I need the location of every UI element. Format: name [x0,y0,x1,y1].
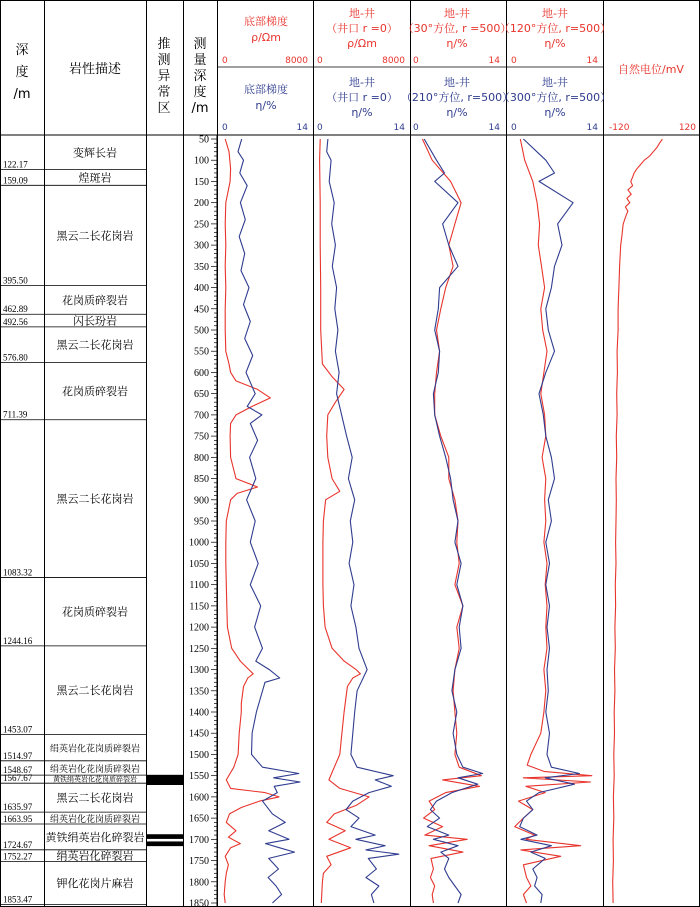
lithology-label: 变辉长岩 [73,146,117,160]
depth-tick-label: 250 [194,219,209,231]
depth-tick-label: 1450 [189,728,209,740]
track4-top-subtitle: （120°方位, r=500） [498,22,612,35]
lithology-label: 黑云二长花岗岩 [56,492,134,506]
track2-bottom-min: 0 [317,123,323,133]
boundary-depth-label: 159.09 [3,175,28,186]
lithology-label: 绢英岩化花岗质碎裂岩 [49,764,141,775]
depth-tick-label: 1750 [189,856,209,868]
track4-bottom-min: 0 [511,123,517,133]
track2-top-unit: ρ/Ωm [347,37,377,50]
lithology-header: 岩性描述 [68,62,122,77]
lithology-label: 绢英岩化碎裂岩 [56,849,134,863]
lithology-label: 黑云二长花岗岩 [56,791,134,805]
depth-tick-label: 650 [194,389,209,401]
anomaly-header-char-5: 区 [157,101,171,116]
depth-tick-label: 1150 [189,601,209,613]
depth-tick-label: 1250 [189,643,209,655]
lithology-label: 煌斑岩 [78,171,112,185]
track3-top-title: 地-井 [444,7,470,20]
track1-bottom-unit: η/% [255,99,277,112]
lithology-column [0,145,146,904]
track1-top-unit: ρ/Ωm [251,31,281,44]
boundary-depth-label: 576.80 [3,352,28,363]
lithology-label: 绢英岩化花岗质碎裂岩 [49,744,141,755]
track4-blue-curve [520,139,580,903]
track1-bottom-min: 0 [222,123,228,133]
measured-depth-header-char-2: 量 [193,53,207,68]
track1-bottom-title: 底部梯度 [244,83,288,96]
lithology-label: 花岗质碎裂岩 [62,605,128,619]
measured-depth-header-char-4: 度 [193,85,207,100]
depth-tick-label: 750 [194,431,209,443]
track4-bottom-max: 14 [586,123,598,133]
anomaly-header-char-1: 推 [157,37,171,52]
depth-tick-label: 50 [199,134,209,146]
track2-top-subtitle: （井口 r =0） [326,22,398,35]
boundary-depth-label: 462.89 [3,304,28,315]
boundary-depth-label: 1635.97 [3,802,33,813]
track1-bottom-max: 14 [296,123,308,133]
track2-top-title: 地-井 [349,7,375,20]
track2-header [317,6,405,133]
depth-tick-label: 100 [194,155,209,167]
depth-tick-label: 800 [194,452,209,464]
depth-tick-label: 1500 [189,749,209,761]
measured-depth-header-char-5: /m [191,101,209,116]
track5-max: 120 [678,123,696,133]
boundary-depth-label: 1453.07 [3,724,33,735]
track3-bottom-min: 0 [413,123,419,133]
depth-tick-label: 1550 [189,771,209,783]
track3-bottom-max: 14 [488,123,500,133]
boundary-depth-label: 1244.16 [3,635,33,646]
track4-bottom-unit: η/% [544,106,566,119]
depth-tick-label: 300 [194,240,209,252]
log-curves [224,139,662,903]
depth-tick-label: 1100 [189,580,209,592]
anomaly-header [157,36,170,116]
track1-blue-curve [238,139,300,903]
boundary-depth-label: 1514.97 [3,750,33,761]
boundary-depth-label: 492.56 [3,316,28,327]
track3-top-unit: η/% [446,37,468,50]
track4-header [499,6,611,133]
track1-top-title: 底部梯度 [244,15,288,28]
depth-header [13,43,30,102]
depth-tick-label: 550 [194,346,209,358]
lithology-label: 绢英岩化花岗质碎裂岩 [49,815,141,826]
lithology-label: 黄铁绢英岩化花岗质碎裂岩 [53,775,137,784]
boundary-depth-label: 1083.32 [3,567,33,578]
track3-top-min: 0 [413,56,419,66]
depth-tick-label: 850 [194,474,209,486]
anomaly-header-char-4: 常 [157,85,171,100]
track3-top-subtitle: （30°方位, r =500） [402,22,512,35]
depth-tick-label: 1350 [189,686,209,698]
depth-tick-label: 150 [194,176,209,188]
depth-tick-label: 1600 [189,792,209,804]
track5-min: -120 [609,123,630,133]
anomaly-zone [146,775,183,785]
track4-bottom-title: 地-井 [542,76,568,89]
track3-red-curve [422,139,481,903]
track3-top-max: 14 [488,56,500,66]
track5-header [609,62,696,133]
track3-blue-curve [424,139,482,903]
track2-bottom-title: 地-井 [349,76,375,89]
track4-red-curve [515,139,592,903]
track3-bottom-subtitle: （210°方位, r=500） [400,91,514,104]
track4-top-max: 14 [586,56,598,66]
depth-tick-label: 1000 [189,537,209,549]
lithology-label: 黄铁绢英岩化碎裂岩 [45,830,145,844]
boundary-depth-label: 122.17 [3,159,28,170]
lithology-label: 黑云二长花岗岩 [56,684,134,698]
track4-top-min: 0 [511,56,517,66]
anomaly-zone [146,841,183,846]
track2-bottom-max: 14 [393,123,405,133]
track1-top-max: 8000 [285,56,308,66]
track2-blue-curve [327,139,399,903]
depth-tick-label: 450 [194,304,209,316]
boundary-depth-label: 1663.95 [3,814,33,825]
depth-header-line-3: /m [13,87,31,102]
measured-depth-header-char-3: 深 [193,69,207,84]
lithology-label: 钾化花岗片麻岩 [56,876,134,890]
track2-bottom-unit: η/% [351,106,373,119]
track1-red-curve [224,139,279,903]
lithology-label: 闪长玢岩 [73,314,117,328]
anomaly-column [146,775,183,846]
anomaly-header-char-3: 异 [157,69,171,84]
depth-tick-label: 950 [194,516,209,528]
measured-depth-header [191,37,208,116]
boundary-depth-label: 1724.67 [3,839,33,850]
depth-tick-label: 1050 [189,558,209,570]
track3-header [401,6,513,133]
depth-scale [189,135,217,907]
track1-header [222,14,308,133]
track1-top-min: 0 [222,56,228,66]
depth-tick-label: 700 [194,410,209,422]
measured-depth-header-char-1: 测 [193,37,207,52]
depth-tick-label: 1200 [189,622,209,634]
depth-header-line-1: 深 [15,43,29,58]
depth-tick-label: 500 [194,325,209,337]
boundary-depth-label: 711.39 [3,409,28,420]
anomaly-header-char-2: 测 [157,53,171,68]
lithology-label: 黑云二长花岗岩 [56,229,134,243]
track2-top-max: 8000 [382,56,405,66]
depth-tick-label: 350 [194,261,209,273]
depth-tick-label: 600 [194,367,209,379]
depth-tick-label: 1650 [189,813,209,825]
depth-tick-label: 1800 [189,877,209,889]
track4-top-title: 地-井 [542,7,568,20]
track4-bottom-subtitle: （300°方位, r=500） [498,91,612,104]
depth-tick-label: 1300 [189,665,209,677]
depth-tick-label: 200 [194,198,209,210]
boundary-depth-label: 1567.67 [3,773,33,784]
boundary-depth-label: 1853.47 [3,894,33,905]
track2-red-curve [320,139,370,903]
boundary-depth-label: 395.50 [3,275,28,286]
lithology-label: 花岗质碎裂岩 [62,385,128,399]
depth-tick-label: 1850 [189,898,209,907]
track4-top-unit: η/% [544,37,566,50]
lithology-label: 黑云二长花岗岩 [56,338,134,352]
depth-header-line-2: 度 [15,65,29,80]
boundary-depth-label: 1548.67 [3,765,33,776]
anomaly-zone [146,834,183,839]
track3-bottom-title: 地-井 [444,76,470,89]
depth-tick-label: 900 [194,495,209,507]
boundary-depth-label: 1752.27 [3,851,33,862]
track2-bottom-subtitle: （井口 r =0） [326,91,398,104]
track2-top-min: 0 [317,56,323,66]
depth-tick-label: 1700 [189,834,209,846]
depth-tick-label: 400 [194,283,209,295]
track5-red-curve [613,139,663,903]
track3-bottom-unit: η/% [446,106,468,119]
lithology-label: 花岗质碎裂岩 [62,293,128,307]
track5-title: 自然电位/mV [618,63,684,76]
depth-tick-label: 1400 [189,707,209,719]
